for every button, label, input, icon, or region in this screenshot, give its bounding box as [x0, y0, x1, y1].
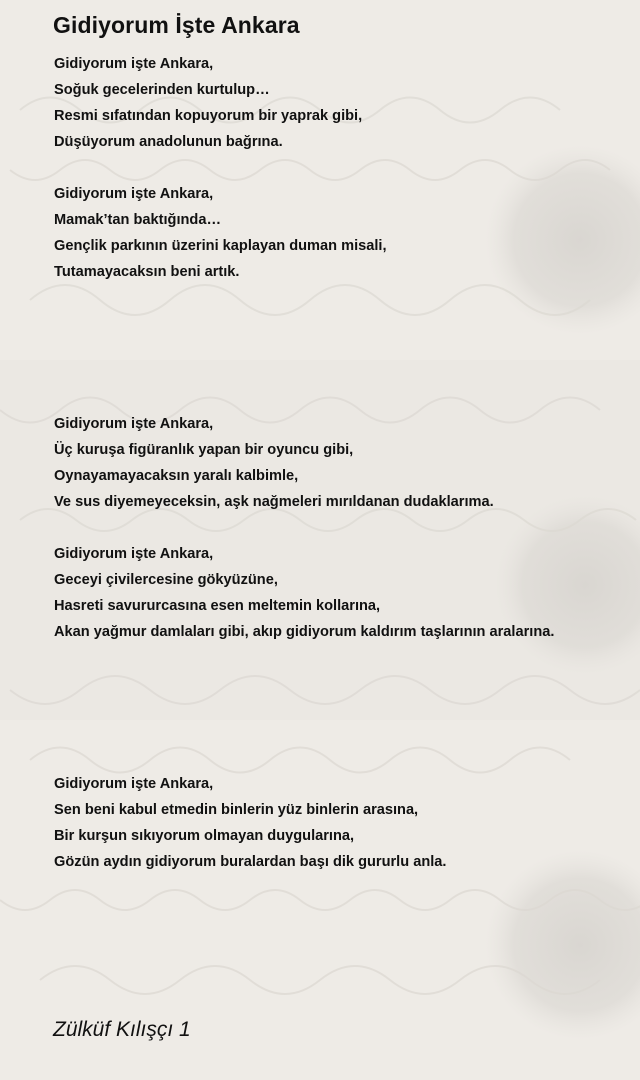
poem-line: Soğuk gecelerinden kurtulup…	[54, 82, 270, 98]
poem-line: Gidiyorum işte Ankara,	[54, 776, 214, 792]
poem-line: Hasreti savururcasına esen meltemin kollarına,	[54, 598, 381, 614]
poem-line: Gözün aydın gidiyorum buralardan başı dik gururlu anla.	[54, 854, 447, 870]
poem-line: Geceyi çivilercesine gökyüzüne,	[54, 572, 278, 588]
poem-line: Mamak’tan baktığında…	[54, 212, 222, 228]
poem-line: Bir kurşun sıkıyorum olmayan duygularına,	[54, 828, 355, 844]
stanza-4	[54, 541, 554, 645]
stanza-3	[54, 411, 494, 515]
poem-line: Gidiyorum işte Ankara,	[54, 56, 214, 72]
poem-line: Ve sus diyemeyeceksin, aşk nağmeleri mırıldanan dudaklarıma.	[54, 494, 494, 510]
poem-line: Tutamayacaksın beni artık.	[54, 264, 240, 280]
poem-line: Akan yağmur damlaları gibi, akıp gidiyorum kaldırım taşlarının aralarına.	[54, 624, 555, 640]
poem-line: Gidiyorum işte Ankara,	[54, 546, 214, 562]
poem-line: Oynayamayacaksın yaralı kalbimle,	[54, 468, 299, 484]
poem-line: Gidiyorum işte Ankara,	[54, 416, 214, 432]
poem-line: Gidiyorum işte Ankara,	[54, 186, 214, 202]
poem-line: Gençlik parkının üzerini kaplayan duman misali,	[54, 238, 387, 254]
poem-line: Resmi sıfatından kopuyorum bir yaprak gibi,	[54, 108, 363, 124]
poem-line: Üç kuruşa figüranlık yapan bir oyuncu gibi,	[54, 442, 354, 458]
poem-line: Sen beni kabul etmedin binlerin yüz binlerin arasına,	[54, 802, 419, 818]
poem-author: Zülküf Kılışçı 1	[53, 1018, 191, 1041]
stanza-2	[54, 181, 387, 285]
stanza-1	[54, 51, 362, 155]
poem-line: Düşüyorum anadolunun bağrına.	[54, 134, 283, 150]
poem-title: Gidiyorum İşte Ankara	[53, 12, 300, 38]
stanza-5	[54, 771, 446, 875]
